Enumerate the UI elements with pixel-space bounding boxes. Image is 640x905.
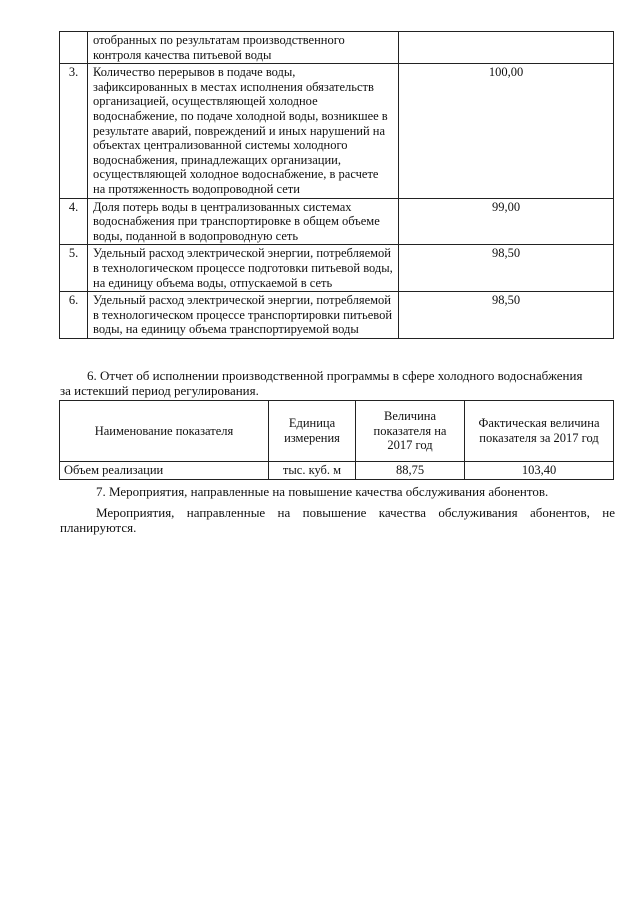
cell-unit: тыс. куб. м [269,462,356,480]
indicator-value: 99,00 [399,198,614,245]
indicator-value: 100,00 [399,64,614,198]
table-row [60,32,614,64]
row-number: 5. [60,245,88,292]
cell-fact: 103,40 [465,462,614,480]
col-header-unit: Единица измерения [269,401,356,462]
program-report-table [59,400,614,480]
indicator-text: Доля потерь воды в централизованных системах водоснабжения при транспортировке в общем объеме воды, поданной в водопроводную сеть [88,198,399,245]
indicator-text: Удельный расход электрической энергии, потребляемой в технологическом процессе подготовки питьевой воды, на единицу объема воды, отпускаемой в сеть [88,245,399,292]
table-row [60,462,614,480]
table-row [60,245,614,292]
section-6-heading: 6. Отчет об исполнении производственной программы в сфере холодного водоснабжения [87,368,583,383]
row-number: 4. [60,198,88,245]
indicator-value [399,32,614,64]
row-number: 6. [60,292,88,339]
section-7-heading: 7. Мероприятия, направленные на повышение качества обслуживания абонентов. [96,484,549,499]
cell-plan: 88,75 [356,462,465,480]
col-header-plan: Величина показателя на 2017 год [356,401,465,462]
col-header-name: Наименование показателя [60,401,269,462]
table-row [60,64,614,198]
cell-name: Объем реализации [60,462,269,480]
section-7-text: Мероприятия, направленные на повышение качества обслуживания абонентов, не планируются. [60,505,615,535]
indicator-text: Количество перерывов в подаче воды, зафиксированных в местах исполнения обязательств организацией, осуществляющей холодное водоснабжение, по подаче холодной воды, возникшее в результате аварий, повреждений и иных нарушений на объектах централизованной системы холодного водоснабжения, принадлежащих организации, осуществляющей холодное водоснабжение, в расчете на протяженность водопроводной сети [88,64,399,198]
col-header-fact: Фактическая величина показателя за 2017 год [465,401,614,462]
indicators-table [59,31,614,339]
indicator-text: Удельный расход электрической энергии, потребляемой в технологическом процессе транспортировки питьевой воды, на единицу объема транспортируемой воды [88,292,399,339]
indicator-text: отобранных по результатам производственного контроля качества питьевой воды [88,32,399,64]
table-header-row [60,401,614,462]
indicator-value: 98,50 [399,245,614,292]
row-number: 3. [60,64,88,198]
row-number [60,32,88,64]
section-6-heading-cont: за истекший период регулирования. [60,383,259,398]
indicator-value: 98,50 [399,292,614,339]
table-row [60,198,614,245]
table-row [60,292,614,339]
